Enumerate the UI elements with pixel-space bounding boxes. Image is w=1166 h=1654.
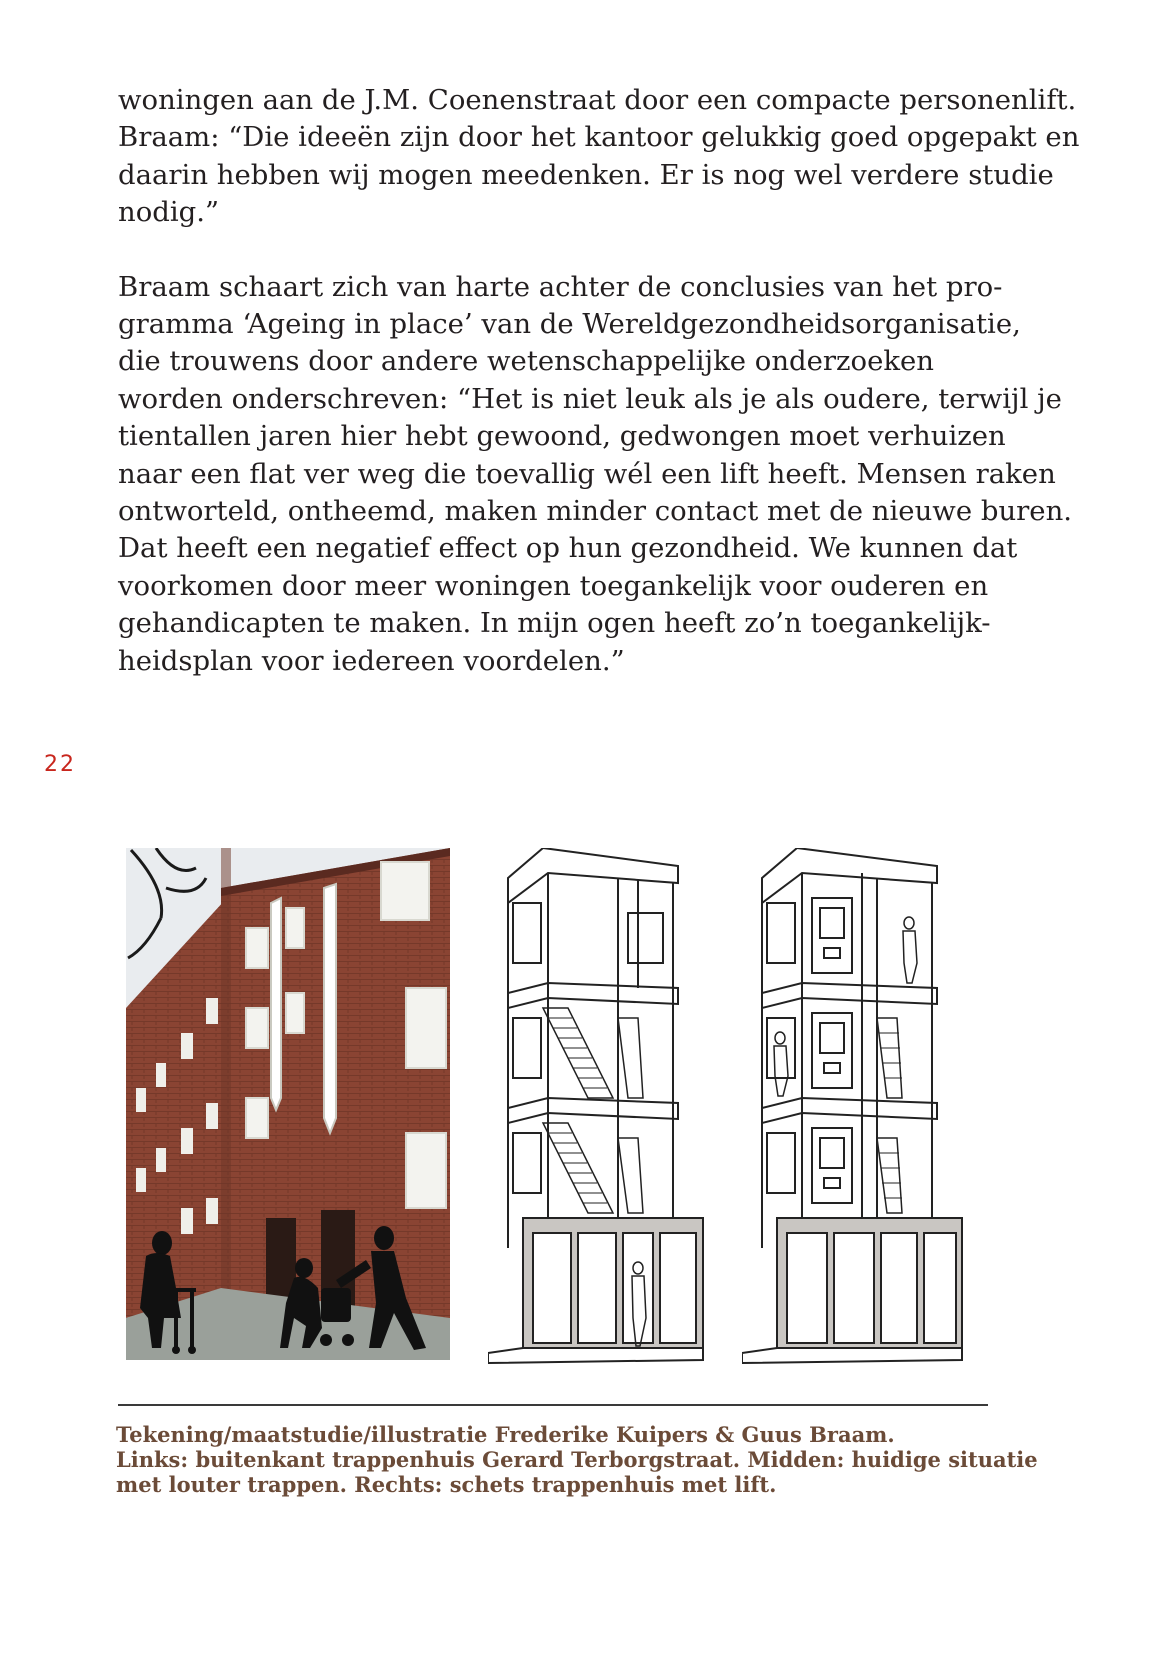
building-photo-illustration (126, 848, 450, 1360)
caption-line: met louter trappen. Rechts: schets trappenhuis met lift. (116, 1472, 777, 1497)
figure-caption (116, 1422, 1038, 1497)
stairwell-current-drawing (488, 848, 708, 1368)
building-photo (126, 848, 450, 1360)
text-line: woningen aan de J.M. Coenenstraat door een compacte personenlift. (118, 84, 1077, 116)
caption-divider (118, 1404, 988, 1406)
text-line: die trouwens door andere wetenschappelijke onderzoeken (118, 345, 935, 378)
text-line: Braam: “Die ideeën zijn door het kantoor gelukkig goed opgepakt en (118, 121, 1080, 154)
article-body (118, 82, 1080, 680)
page-number: 22 (44, 752, 76, 777)
figure-group (118, 848, 998, 1388)
text-line: daarin hebben wij mogen meedenken. Er is nog wel verdere studie (118, 158, 1054, 191)
text-line: worden onderschreven: “Het is niet leuk als je als oudere, terwijl je (118, 382, 1062, 415)
text-line: gramma ‘Ageing in place’ van de Wereldgezondheidsorganisatie, (118, 308, 1021, 341)
caption-line: Tekening/maatstudie/illustratie Frederike Kuipers & Guus Braam. (116, 1422, 895, 1447)
caption-line: Links: buitenkant trappenhuis Gerard Terborgstraat. Midden: huidige situatie (116, 1447, 1038, 1472)
text-line: tientallen jaren hier hebt gewoond, gedwongen moet verhuizen (118, 420, 1006, 453)
text-line: naar een flat ver weg die toevallig wél een lift heeft. Mensen raken (118, 457, 1056, 490)
stairwell-lift-drawing (742, 848, 972, 1368)
text-line: gehandicapten te maken. In mijn ogen heeft zo’n toegankelijk- (118, 607, 991, 640)
paragraph-2 (118, 269, 1073, 680)
text-line: ontworteld, ontheemd, maken minder contact met de nieuwe buren. (118, 495, 1073, 528)
text-line: nodig.” (118, 196, 220, 229)
text-line: voorkomen door meer woningen toegankelijk voor ouderen en (118, 569, 989, 602)
text-line: Braam schaart zich van harte achter de conclusies van het pro- (118, 270, 1003, 303)
stairwell-lift-illustration (742, 848, 972, 1368)
paragraph-1 (118, 82, 1080, 232)
text-line: Dat heeft een negatief effect op hun gezondheid. We kunnen dat (118, 532, 1018, 565)
stairwell-current-illustration (488, 848, 708, 1368)
text-line: heidsplan voor iedereen voordelen.” (118, 644, 625, 677)
